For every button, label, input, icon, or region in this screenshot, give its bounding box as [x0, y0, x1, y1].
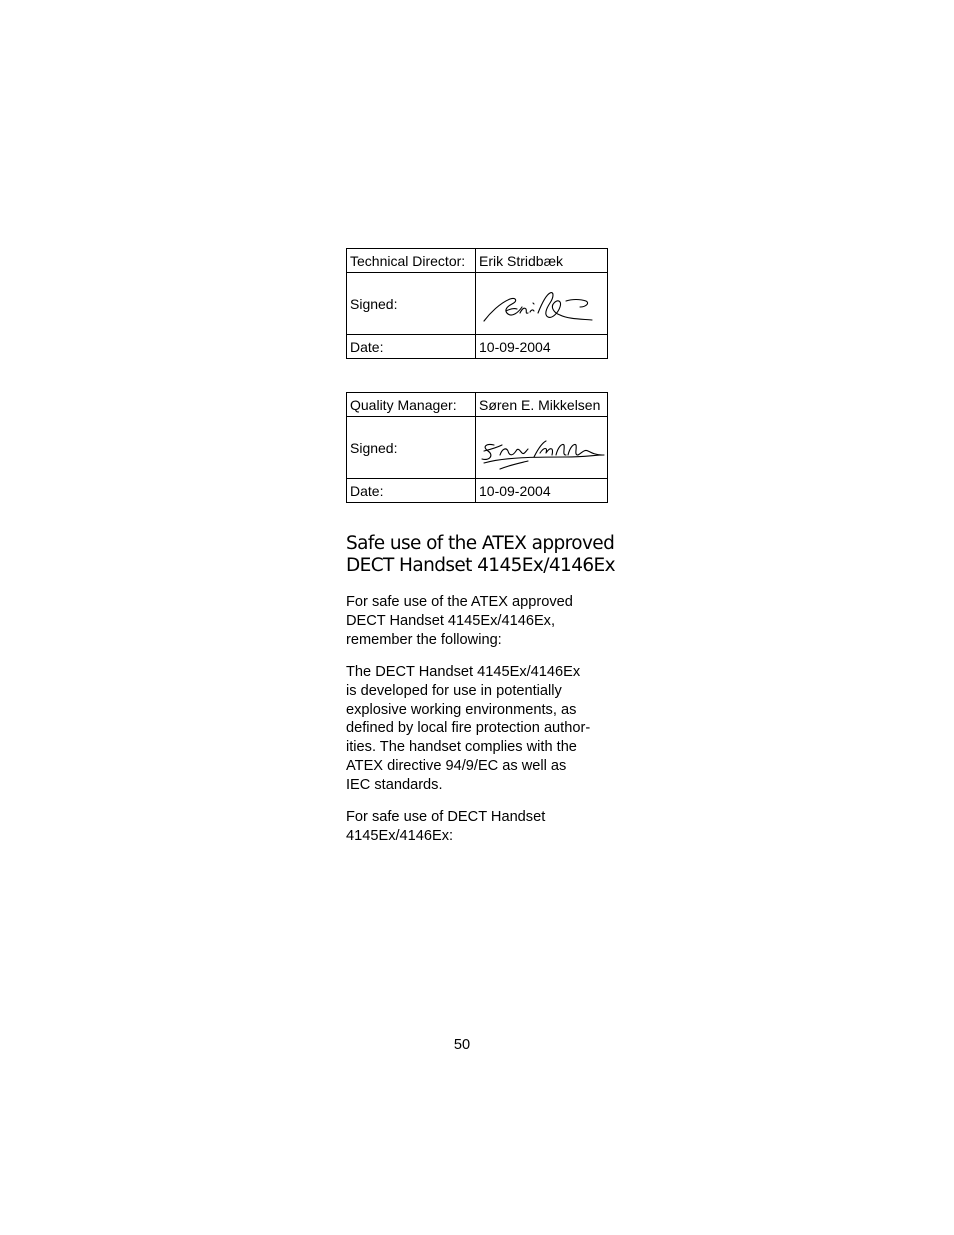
signature-cell [476, 273, 608, 335]
signature-cell [476, 417, 608, 479]
section-heading-line-2: DECT Handset 4145Ex/4146Ex [346, 555, 615, 576]
handwritten-signature [476, 273, 607, 334]
technical-director-signature-table [346, 248, 608, 359]
intro-paragraph: For safe use of the ATEX approved DECT Handset 4145Ex/4146Ex, remember the following: [346, 594, 573, 648]
date-label: Date: [347, 479, 476, 503]
section-heading-line-1: Safe use of the ATEX approved [346, 533, 615, 554]
role-row [347, 249, 608, 273]
signed-row [347, 417, 608, 479]
description-paragraph: The DECT Handset 4145Ex/4146Ex is developed for use in potentially explosive working environments, as defined by local fire protection author- ities. The handset complies with the ATEX directive 94/9/EC as well as IEC standards. [346, 664, 591, 793]
date-label: Date: [347, 335, 476, 359]
page-number: 50 [453, 1037, 471, 1053]
signed-label: Signed: [347, 273, 476, 335]
date-row [347, 335, 608, 359]
signatory-name: Erik Stridbæk [476, 249, 608, 273]
section-heading [346, 533, 646, 577]
signed-label: Signed: [347, 417, 476, 479]
role-row [347, 393, 608, 417]
signed-row [347, 273, 608, 335]
safe-use-paragraph: For safe use of DECT Handset 4145Ex/4146Ex: [346, 809, 546, 844]
signatory-name: Søren E. Mikkelsen [476, 393, 608, 417]
handwritten-signature [476, 417, 607, 478]
date-value: 10-09-2004 [476, 335, 608, 359]
date-value: 10-09-2004 [476, 479, 608, 503]
role-label: Technical Director: [347, 249, 476, 273]
date-row [347, 479, 608, 503]
quality-manager-signature-table [346, 392, 608, 503]
role-label: Quality Manager: [347, 393, 476, 417]
